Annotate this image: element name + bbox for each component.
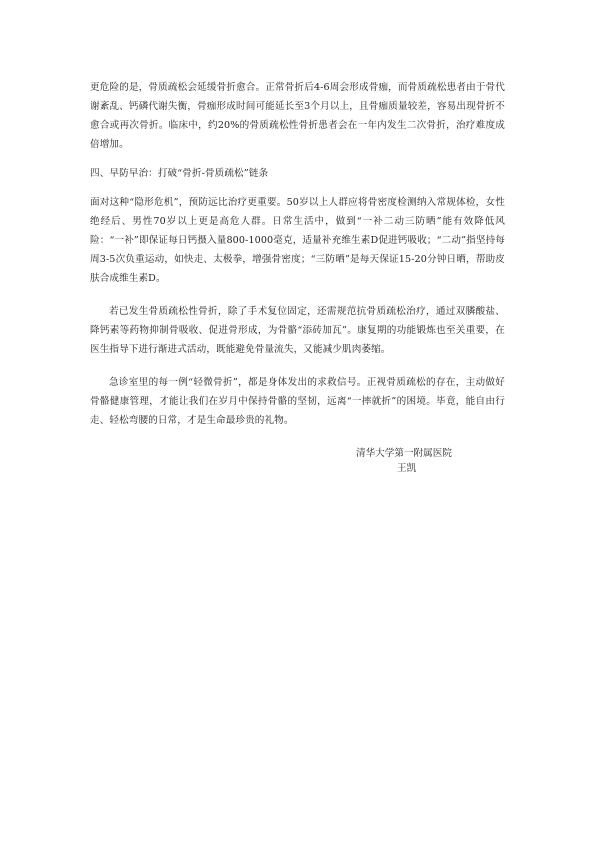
signature-author: 王凯	[397, 463, 417, 474]
article-body	[90, 78, 505, 430]
signature-institution: 清华大学第一附属医院	[356, 448, 452, 459]
paragraph-prevention: 面对这种“隐形危机”，预防远比治疗更重要。50岁以上人群应将骨密度检测纳入常规体检，女性绝经后、男性70岁以上更是高危人群。日常生活中，做到“一补二动三防晒”能有效降低风险：“一补”即保证每日钙摄入量800-1000毫克，适量补充维生素D促进钙吸收；“二动”指坚持每周3-5次负重运动，如快走、太极拳，增强骨密度；“三防晒”是每天保证15-20分钟日晒，帮助皮肤合成维生素D。	[90, 197, 505, 284]
paragraph-conclusion: 急诊室里的每一例“轻微骨折”，都是身体发出的求救信号。正视骨质疏松的存在，主动做好骨骼健康管理，才能让我们在岁月中保持骨骼的坚韧，远离“一摔就折”的困境。毕竟，能自由行走、轻松弯腰的日常，才是生命最珍贵的礼物。	[90, 377, 505, 426]
paragraph-fracture-healing: 更危险的是，骨质疏松会延缓骨折愈合。正常骨折后4-6周会形成骨痂，而骨质疏松患者由于骨代谢紊乱、钙磷代谢失衡，骨痂形成时间可能延长至3个月以上，且骨痂质量较差，容易出现骨折不愈合或再次骨折。临床中，约20%的骨质疏松性骨折患者会在一年内发生二次骨折，治疗难度成倍增加。	[90, 82, 505, 150]
section-heading: 四、早防早治：打破“骨折-骨质疏松”链条	[90, 168, 269, 179]
paragraph-treatment: 若已发生骨质疏松性骨折，除了手术复位固定，还需规范抗骨质疏松治疗，通过双膦酸盐、降钙素等药物抑制骨吸收、促进骨形成，为骨骼“添砖加瓦”。康复期的功能锻炼也至关重要，在医生指导下进行渐进式活动，既能避免骨量流失，又能减少肌肉萎缩。	[90, 306, 505, 355]
signature-block	[356, 446, 486, 476]
